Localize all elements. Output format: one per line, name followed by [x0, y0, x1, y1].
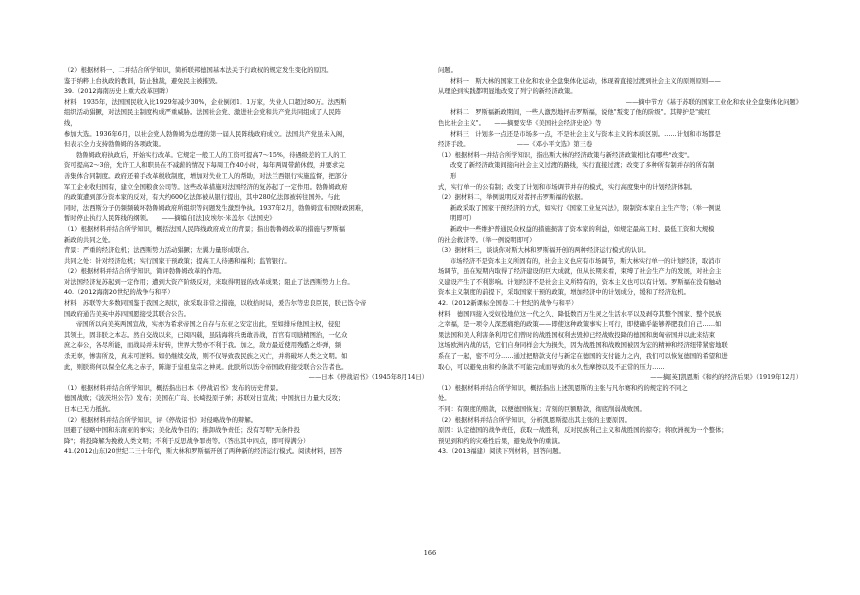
text-line: （1）根据材料并结合所学知识，概括指出日本《停战诏书》发布的历史背景。: [64, 384, 283, 392]
answer-line: 日本已无力抵抗。: [64, 406, 115, 413]
source-line: 的政策遭到部分资本家的反对，有大约600亿法郎被从银行提出，其中280亿法郎被转往国外。与此: [64, 194, 340, 202]
question-heading: 43.（2013福建）阅读下列材料，回答问题。: [438, 448, 565, 456]
source-line: 杀无辜，惨害所及，真未可逆料。如仍继续交战，则不仅导致我民族之灭亡，并将破坏人类之文明。如: [64, 353, 348, 361]
text-line: （2）根据材料并结合所学知识，分析凯恩斯提出其主张的主要原因。: [438, 416, 631, 424]
answer-line: 形: [450, 172, 457, 180]
source-line: 材料 德国四接入受奴役地位这一代之久、降低数百万生灵之生活水平以及剥夺其整个国家、整个民族: [438, 310, 722, 318]
answer-line: 新政采取了国家干预经济的方式，如实行《国家工业复兴法》，限制资本家自主生产等；（举一例说: [450, 204, 721, 212]
answer-line: 改变了新经济政策间接向社会主义过渡的路线，实行直接过渡；改变了多种所有制并存的所有制: [450, 162, 715, 170]
answer-line: 原因：认定德国的战争责任，获取一战胜利，反对民族利己主义和战胜国的掠夺；将欧洲视为一个整体；: [438, 427, 728, 435]
source-line: 之幸福，是一项令人深恶痛绝的政策——即使这种政策事实上可行，即使确乎能够养肥我们自己……如: [438, 321, 722, 329]
source-citation: 暂时停止执行人民阵线的纲领。 ——摘编自[法]皮埃尔·米盖尔《法国史》: [64, 215, 276, 223]
right-column: [438, 66, 802, 458]
source-citation: ——日本《停战诏书》（1945年8月14日）: [308, 374, 428, 382]
source-line: 取心，可以避免由和约条款不可能完成而导致的永久性摩擦以及不正常的压力……: [438, 363, 665, 371]
source-line: 材料 1935年，法国国民收入比1929年减少30%，企业倒闭1．1万家，失业人口超过80万。法西斯: [64, 98, 347, 106]
question-heading: 39.（2012海南历史上重大改革回眸）: [64, 88, 172, 96]
source-line: 材料二 罗斯福新政期间，一些人激烈地抨击罗斯福，说他"叛变了他的阶级"。其辩护是"疲红: [450, 109, 711, 117]
text-line: 处。: [438, 395, 451, 403]
text-line: （2）根据材料并结合所学知识，评《停战诏书》对侵略战争的辩解。: [64, 416, 257, 424]
answer-line: 式，实行单一的公有制；改变了计划和市场调节并存的模式，实行高度集中的计划经济体制。: [438, 183, 697, 191]
answer-line: 回避了侵略中国和东南亚的事实；美化战争目的；推卸战争责任；没有写明"无条件投: [64, 427, 300, 435]
source-line: 其领土，固非朕之本志。然自交战以来，已阅四载，虽陆海将兵勇敢善战，百官有司励精图治，一亿众: [64, 331, 348, 339]
answer-line: 德国战败；《波茨坦公告》发布；美国在广岛、长崎投原子弹；苏联对日宣战；中国抗日力量大反攻；: [64, 395, 345, 403]
text-line: （1）根据材料并结合所学知识，概括法国人民阵线政府成立的背景；指出勃鲁姆改革的措施与罗斯福: [64, 225, 346, 233]
source-line: 材料 苏联等大多数同国鉴于我国之现状，欲采取非常之措施，以收拾时局，爰告尔等忠良臣民，朕已饬令帝: [64, 300, 367, 308]
question-heading: 41.(2012山东)20世纪二三十年代，斯大林和罗斯福开创了两种新的经济运行模式。阅读材料，回答: [64, 448, 343, 456]
text-line: 鉴于纳粹上台执政的教训，防止独裁，避免民主被摧毁。: [64, 77, 222, 85]
source-citation: ——摘[英]凯恩斯《和约的经济后果》（1919年12月）: [650, 374, 802, 382]
text-line: （1）根据材料并结合所学知识，概括指出上述凯恩斯的主张与凡尔赛和约的规定的不同之: [438, 384, 688, 392]
text-line: 问题。: [438, 67, 457, 74]
source-citation: 经济手段。 ——《邓小平文选》第三卷: [438, 141, 593, 149]
answer-line: 市场经济不是资本主义所固有的，社会主义也应有市场调节，斯大林实行单一的计划经济，取消市: [450, 257, 721, 265]
text-line: （3）据材料三，谈谈你对斯大林和罗斯福开创的两种经济运行模式的认识。: [438, 247, 650, 255]
text-line: （2）根据材料一、二并结合所学知识，简析联邦德国基本法关于行政权的规定发生变化的原因。: [64, 67, 333, 74]
source-line: 资可提高2～3倍，允许工人和职员在不减薪的情况下每周工作40小时，每年两周带薪休假，并要求完: [64, 162, 345, 170]
source-line: 组织活动猖獗，对法国民主制度构成严重威胁。法国社会党、激进社会党和共产党共同组成了人民阵: [64, 109, 342, 117]
source-line: 材料三 计划多一点还是市场多一点，不是社会主义与资本主义的本质区别。……计划和市场都是: [450, 130, 721, 138]
source-line: 系在了一起，密不可分……通过把赔款支付与新定在德国的支付能力之内，我们可以恢复德国的希望和进: [438, 353, 728, 361]
answer-line: 背景：严重的经济危机；法西斯势力活动猖獗；左翼力量形成联合。: [64, 247, 253, 255]
answer-line: 义建设产生了不利影响。计划经济不是社会主义所特有的，资本主义也可以有计划。罗斯福在没有触动: [438, 278, 722, 286]
source-line: 同时，法西斯分子仍频频破坏勃鲁姆政府所组织等问题发生激烈争执。1937年2月，勃鲁姆宣布国财政困难，: [64, 204, 368, 212]
source-line: 此，则朕将何以保全亿兆之赤子，陈谢于皇祖皇宗之神灵。此朕所以饬令帝国政府接受联合公告者也。: [64, 363, 348, 371]
source-citation: ——摘中节方《基于苏联的国家工业化和农业全盘集体化问题》: [625, 98, 802, 106]
source-line: 材料一 斯大林的国家工业化和农业全盘集体化运动，体现着直接过渡到社会主义的原则原则——: [450, 77, 721, 85]
page-number: 166: [423, 549, 437, 557]
source-line: 这场欧洲内战的话，它们自身同样会大为损失，因为战胜国和战败国被因为宏的精神和经济纽带紧密地联: [438, 342, 728, 350]
answer-line: 共同之处：针对经济危机；实行国家干预政策；提高工人待遇和福利；监管银行。: [64, 257, 291, 265]
source-line: 善集体合同制度。政府还着手改革税收制度，增加对失业工人的帮助，对法兰西银行实施监督，把部分: [64, 172, 348, 180]
source-citation: 色比社会主义"。 ——摘要安华《美国社会经济史论》等: [438, 119, 602, 127]
answer-line: 的社会救济等。（举一例说明即可）: [438, 236, 536, 244]
source-line: 国政府通告美英中苏四国愿接受其联合公告。: [64, 310, 190, 318]
source-line: 军工企业收归国有，建立全国粮食公司等。这些改革措施对法国经济的复苏起了一定作用。勃鲁姆政府: [64, 183, 348, 191]
source-line: 果法国和美人利害条利用它们曾时的战胜国权利去毁掉已经战败投降的德国和奥匈帝国并以此来结束: [438, 331, 716, 339]
source-line: 从理论到实践都明显地改变了列宁的新经济政策。: [438, 88, 577, 96]
answer-line: 新政中一些维护普通民众权益的措施损害了资本家的利益，如规定最高工时、最低工资和大规模: [450, 225, 715, 233]
answer-line: 资本主义制度的前提下，采取国家干预的政策，增加经济中的计划成分，缓和了经济危机。: [438, 289, 690, 297]
answer-line: 降"；将投降解为挽救人类文明；不利于反思战争罪责等。（答出其中四点，即可得满分）: [64, 437, 310, 445]
text-line: （2）据材料二，举例说明反对者抨击罗斯福的依据。: [438, 194, 587, 202]
question-heading: 42.（2012新课标全国卷二十世纪的战争与和平）: [438, 300, 578, 308]
question-heading: 40.（2012海南20世纪的战争与和平）: [64, 289, 174, 297]
answer-line: 不同：有限度的赔款，以便德国恢复；苛刻的巨额赔款，彻底削弱战败国。: [438, 406, 646, 413]
source-line: 帝国所以向美英两国宣战，实亦为希求帝国之自存与东亚之安定出此，至如排斥他国主权，侵犯: [76, 321, 341, 329]
source-line: 庶之奉公，各尽所能，而战局并未好转，世界大势亦不利于我。加之，敌方最近使用残酷之炸弹，频: [64, 342, 342, 350]
answer-line: 对法国经济复苏起到一定作用；遭到大资产阶级反对，来取得明显的改革成果；阻止了法西斯势力上台。: [64, 278, 354, 286]
answer-line: 明即可）: [450, 215, 476, 223]
answer-line: 预见到和约的灾难性后果，避免战争的重演。: [438, 437, 564, 445]
source-line: 勃鲁姆政府执政后，开始实行改革。它规定一般工人的工资可提高7～15%，待遇级差的工人的工: [76, 151, 346, 159]
source-line: 参加大选。1936年6月，以社会党人勃鲁姆为总理的第一届人民阵线政府成立。法国共产党虽未入阁，: [64, 130, 349, 138]
source-line: 但表示全力支持勃鲁姆的各项政策。: [64, 141, 165, 149]
text-line: 新政的共同之处。: [64, 236, 115, 244]
text-line: （2）根据材料并结合所学知识，简评勃鲁姆改革的作用。: [64, 268, 226, 276]
answer-line: 场调节，虽在短期内取得了经济建设的巨大成就，但从长期来看，束缚了社会生产力的发展，对社会主: [438, 268, 722, 276]
text-line: （1）根据材料一并结合所学知识，指出斯大林的经济政策与新经济政策相比有哪些"改变"。: [438, 151, 694, 159]
left-column: [64, 66, 428, 458]
source-line: 线，: [64, 119, 77, 127]
